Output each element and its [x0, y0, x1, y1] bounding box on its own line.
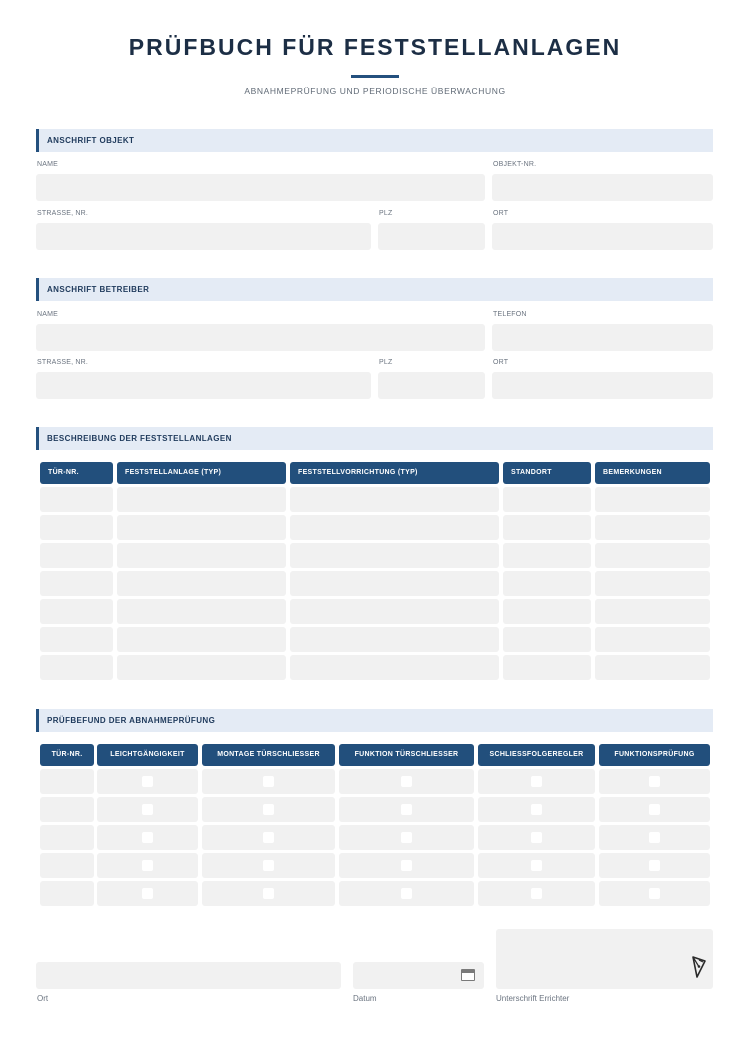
door-number-cell[interactable] [40, 627, 113, 652]
table-cell[interactable] [117, 487, 286, 512]
betreiber-street-field[interactable] [36, 372, 371, 399]
table-cell[interactable] [290, 543, 499, 568]
checkbox[interactable] [142, 888, 153, 899]
table-cell[interactable] [595, 543, 710, 568]
table-cell[interactable] [97, 881, 198, 906]
table-cell[interactable] [202, 881, 335, 906]
objekt-street-field[interactable] [36, 223, 371, 250]
column-header-label: STANDORT [511, 469, 552, 476]
table-cell[interactable] [97, 797, 198, 822]
door-number-cell[interactable] [40, 571, 113, 596]
table-cell[interactable] [595, 599, 710, 624]
table-cell[interactable] [202, 825, 335, 850]
table-cell[interactable] [202, 853, 335, 878]
betreiber-phone-field[interactable] [492, 324, 713, 351]
betreiber-ort-field[interactable] [492, 372, 713, 399]
checkbox[interactable] [401, 776, 412, 787]
table-cell[interactable] [503, 571, 591, 596]
table-cell[interactable] [478, 769, 595, 794]
table-cell[interactable] [339, 769, 474, 794]
objekt-street-label: STRASSE, NR. [37, 210, 89, 217]
column-header-label: FUNKTIONSPRÜFUNG [614, 751, 695, 758]
column-header-label: TÜR-NR. [48, 469, 79, 476]
objekt-plz-field[interactable] [378, 223, 485, 250]
checkbox[interactable] [263, 832, 274, 843]
table-cell[interactable] [117, 627, 286, 652]
column-header [40, 744, 94, 766]
column-header [117, 462, 286, 484]
door-number-cell[interactable] [40, 543, 113, 568]
door-number-cell[interactable] [40, 825, 94, 850]
section-heading-beschreibung [36, 427, 713, 450]
section-heading-label: ANSCHRIFT BETREIBER [47, 285, 150, 294]
checkbox[interactable] [531, 888, 542, 899]
checkbox[interactable] [263, 860, 274, 871]
column-header [339, 744, 474, 766]
table-cell[interactable] [117, 655, 286, 680]
section-heading-label: BESCHREIBUNG DER FESTSTELLANLAGEN [47, 434, 232, 443]
ort-field[interactable] [36, 962, 341, 989]
column-header-label: SCHLIESSFOLGEREGLER [489, 751, 584, 758]
section-heading-pruefbefund [36, 709, 713, 732]
table-cell[interactable] [117, 599, 286, 624]
objekt-nr-label: OBJEKT-NR. [493, 161, 537, 168]
checkbox[interactable] [142, 860, 153, 871]
title-underline [351, 75, 399, 78]
table-cell[interactable] [97, 825, 198, 850]
table-cell[interactable] [595, 487, 710, 512]
objekt-ort-label: ORT [493, 210, 509, 217]
door-number-cell[interactable] [40, 797, 94, 822]
betreiber-plz-label: PLZ [379, 359, 393, 366]
table-cell[interactable] [595, 571, 710, 596]
table-cell[interactable] [595, 627, 710, 652]
column-header-label: BEMERKUNGEN [603, 469, 662, 476]
table-cell[interactable] [503, 655, 591, 680]
table-cell[interactable] [503, 515, 591, 540]
page-subtitle: ABNAHMEPRÜFUNG UND PERIODISCHE ÜBERWACHUNG [244, 86, 506, 96]
column-header [503, 462, 591, 484]
table-cell[interactable] [339, 797, 474, 822]
objekt-plz-label: PLZ [379, 210, 393, 217]
door-number-cell[interactable] [40, 655, 113, 680]
column-header [599, 744, 710, 766]
table-cell[interactable] [339, 825, 474, 850]
table-cell[interactable] [595, 655, 710, 680]
checkbox[interactable] [263, 888, 274, 899]
betreiber-name-label: NAME [37, 311, 59, 318]
checkbox[interactable] [531, 832, 542, 843]
objekt-name-field[interactable] [36, 174, 485, 201]
table-cell[interactable] [503, 543, 591, 568]
door-number-cell[interactable] [40, 881, 94, 906]
checkbox[interactable] [142, 776, 153, 787]
table-cell[interactable] [202, 769, 335, 794]
checkbox[interactable] [401, 832, 412, 843]
column-header-label: FUNKTION TÜRSCHLIESSER [354, 751, 459, 758]
checkbox[interactable] [142, 804, 153, 815]
objekt-ort-field[interactable] [492, 223, 713, 250]
table-cell[interactable] [202, 797, 335, 822]
table-cell[interactable] [478, 881, 595, 906]
table-cell[interactable] [339, 881, 474, 906]
table-cell[interactable] [478, 853, 595, 878]
table-cell[interactable] [117, 543, 286, 568]
column-header-label: FESTSTELLANLAGE (TYP) [125, 469, 222, 476]
table-cell[interactable] [290, 515, 499, 540]
checkbox[interactable] [263, 804, 274, 815]
table-cell[interactable] [290, 599, 499, 624]
checkbox[interactable] [142, 832, 153, 843]
checkbox[interactable] [649, 776, 660, 787]
table-cell[interactable] [595, 515, 710, 540]
section-heading-label: ANSCHRIFT OBJEKT [47, 136, 135, 145]
table-cell[interactable] [599, 769, 710, 794]
table-cell[interactable] [97, 769, 198, 794]
column-header [290, 462, 499, 484]
checkbox[interactable] [401, 860, 412, 871]
column-header-label: TÜR-NR. [51, 751, 83, 758]
table-cell[interactable] [290, 571, 499, 596]
door-number-cell[interactable] [40, 853, 94, 878]
betreiber-phone-label: TELEFON [493, 311, 527, 318]
door-number-cell[interactable] [40, 487, 113, 512]
table-cell[interactable] [478, 797, 595, 822]
betreiber-street-label: STRASSE, NR. [37, 359, 89, 366]
table-cell[interactable] [599, 797, 710, 822]
table-cell[interactable] [599, 881, 710, 906]
table-cell[interactable] [503, 487, 591, 512]
door-number-cell[interactable] [40, 515, 113, 540]
checkbox[interactable] [401, 888, 412, 899]
table-cell[interactable] [599, 825, 710, 850]
checkbox[interactable] [649, 804, 660, 815]
column-header [202, 744, 335, 766]
section-heading-label: PRÜFBEFUND DER ABNAHMEPRÜFUNG [47, 716, 216, 725]
betreiber-name-field[interactable] [36, 324, 485, 351]
checkbox[interactable] [531, 860, 542, 871]
signature-field[interactable] [496, 929, 713, 989]
table-cell[interactable] [503, 627, 591, 652]
table-cell[interactable] [290, 487, 499, 512]
datum-field[interactable] [353, 962, 484, 989]
column-header [478, 744, 595, 766]
calendar-icon[interactable] [461, 969, 475, 981]
column-header [595, 462, 710, 484]
table-cell[interactable] [117, 515, 286, 540]
checkbox[interactable] [401, 804, 412, 815]
table-cell[interactable] [478, 825, 595, 850]
objekt-name-label: NAME [37, 161, 59, 168]
objekt-nr-field[interactable] [492, 174, 713, 201]
door-number-cell[interactable] [40, 599, 113, 624]
column-header [40, 462, 113, 484]
table-cell[interactable] [117, 571, 286, 596]
column-header-label: MONTAGE TÜRSCHLIESSER [217, 751, 320, 758]
signature-label: Unterschrift Errichter [496, 994, 570, 1003]
column-header [97, 744, 198, 766]
pen-nib-icon [690, 955, 708, 979]
checkbox[interactable] [263, 776, 274, 787]
checkbox[interactable] [649, 888, 660, 899]
table-cell[interactable] [503, 599, 591, 624]
table-cell[interactable] [97, 853, 198, 878]
section-heading-betreiber [36, 278, 713, 301]
column-header-label: FESTSTELLVORRICHTUNG (TYP) [298, 469, 418, 476]
betreiber-ort-label: ORT [493, 359, 509, 366]
table-cell[interactable] [290, 627, 499, 652]
ort-label: Ort [37, 994, 49, 1003]
table-cell[interactable] [290, 655, 499, 680]
checkbox[interactable] [649, 832, 660, 843]
checkbox[interactable] [531, 804, 542, 815]
column-header-label: LEICHTGÄNGIGKEIT [110, 751, 185, 758]
section-heading-objekt [36, 129, 713, 152]
betreiber-plz-field[interactable] [378, 372, 485, 399]
checkbox[interactable] [649, 860, 660, 871]
page-title: PRÜFBUCH FÜR FESTSTELLANLAGEN [128, 34, 622, 60]
table-cell[interactable] [599, 853, 710, 878]
checkbox[interactable] [531, 776, 542, 787]
datum-label: Datum [353, 994, 377, 1003]
door-number-cell[interactable] [40, 769, 94, 794]
table-cell[interactable] [339, 853, 474, 878]
